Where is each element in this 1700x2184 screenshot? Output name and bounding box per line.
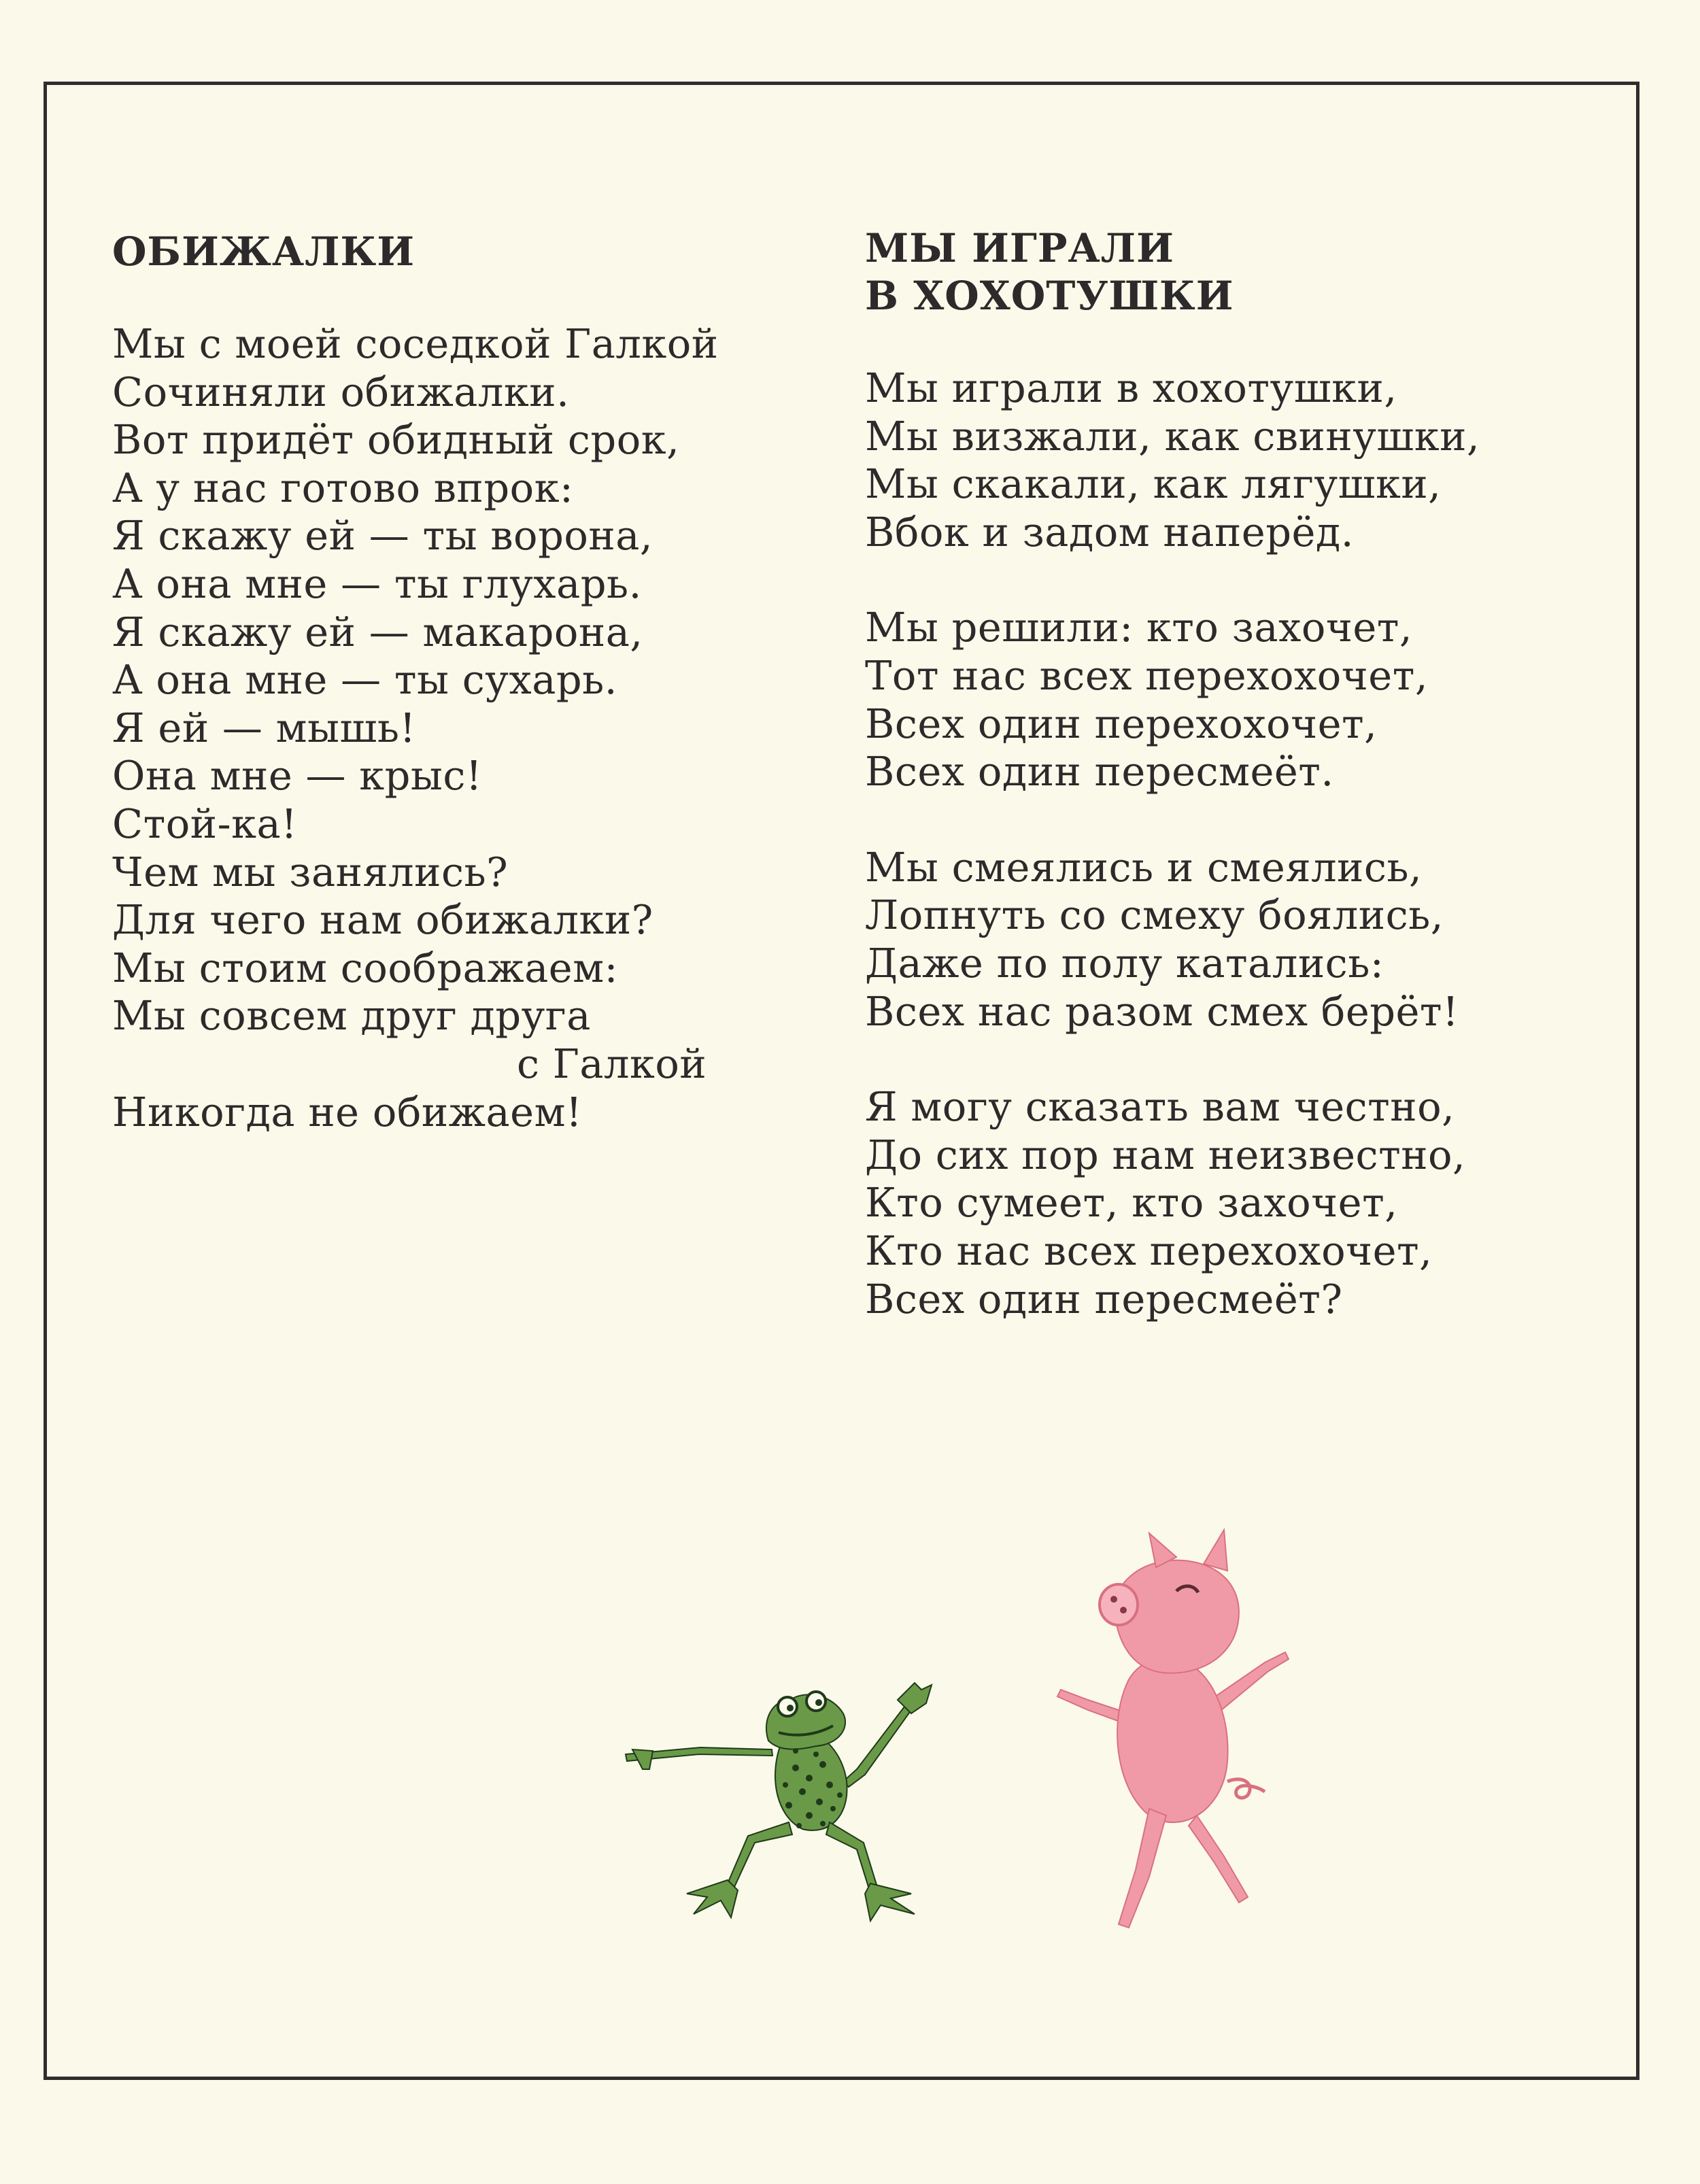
poem-line: Мы совсем друг друга [112, 992, 591, 1040]
stanza [865, 604, 1627, 796]
stanza [865, 1083, 1627, 1323]
poem-body [112, 320, 826, 1136]
poem-line: Тот нас всех перехохочет, [865, 651, 1429, 699]
poem-line: Мы стоим соображаем: [112, 944, 618, 991]
poem-line: Мы играли в хохотушки, [865, 364, 1397, 411]
poem-line: Мы смеялись и смеялись, [865, 843, 1423, 891]
poem-title [865, 224, 1627, 320]
poem-line: Я скажу ей — ты ворона, [112, 512, 653, 560]
poem-line: Мы визжали, как свинушки, [865, 412, 1480, 460]
stanza [865, 364, 1627, 556]
frog-leg-right [826, 1822, 877, 1889]
pig-illustration [1057, 1530, 1289, 1928]
stanza [112, 320, 826, 1136]
poem-line: Никогда не обижаем! [112, 1088, 583, 1136]
pig-nostril [1110, 1596, 1117, 1603]
pig-leg-left [1119, 1809, 1166, 1928]
poem-title-line: В ХОХОТУШКИ [865, 273, 1234, 319]
poem-line: Даже по полу катались: [865, 939, 1384, 987]
poem-line: Вбок и задом наперёд. [865, 508, 1354, 556]
poem-line: Я могу сказать вам честно, [865, 1083, 1455, 1131]
pig-ear-right [1204, 1530, 1227, 1571]
poem-line: Всех нас разом смех берёт! [865, 987, 1459, 1035]
poem-line: Всех один пересмеёт? [865, 1275, 1343, 1323]
poem-line: Стой-ка! [112, 800, 298, 847]
poem-line: Всех один перехохочет, [865, 700, 1378, 747]
poem-line: Я ей — мышь! [112, 704, 416, 751]
frog-illustration [626, 1683, 932, 1921]
frog-arm-right [843, 1707, 911, 1787]
poem-line: Кто сумеет, кто захочет, [865, 1179, 1398, 1227]
pig-snout [1100, 1584, 1138, 1625]
poem-line: Вот придёт обидный срок, [112, 416, 680, 464]
pig-nostril [1120, 1607, 1127, 1614]
poem-title [112, 228, 826, 275]
poem-line: Кто нас всех перехохочет, [865, 1227, 1433, 1274]
poem-title-line: ОБИЖАЛКИ [112, 228, 415, 275]
poem-line: А у нас готово впрок: [112, 464, 574, 511]
poem-line: Мы скакали, как лягушки, [865, 460, 1442, 508]
pig-body [1117, 1658, 1227, 1822]
pig-tail [1227, 1779, 1265, 1798]
poem-line: с Галкой [517, 1040, 707, 1087]
poem-title-line: МЫ ИГРАЛИ [865, 225, 1174, 271]
poem-obizhalki [112, 228, 826, 1184]
poem-line: До сих пор нам неизвестно, [865, 1131, 1466, 1178]
poem-line: А она мне — ты глухарь. [112, 560, 642, 607]
poem-line: Для чего нам обижалки? [112, 896, 653, 944]
poem-line: Сочиняли обижалки. [112, 368, 570, 415]
poem-line: Она мне — крыс! [112, 752, 483, 800]
poem-line: Я скажу ей — макарона, [112, 608, 643, 655]
stanza [865, 844, 1627, 1036]
frog-pupil [815, 1699, 822, 1706]
frog-foot-right [865, 1883, 915, 1921]
poem-body [865, 364, 1627, 1323]
poem-line: Чем мы занялись? [112, 848, 509, 895]
pig-leg-right [1189, 1815, 1248, 1903]
frog-and-pig-illustration [612, 1516, 1401, 1965]
pig-arm-right [1210, 1652, 1289, 1713]
frog-foot-left [687, 1880, 738, 1917]
poem-line: Лопнуть со смеху боялись, [865, 891, 1444, 939]
poem-line: Всех один пересмеёт. [865, 748, 1334, 796]
poem-hohotushki [865, 224, 1627, 1371]
frog-pupil [787, 1705, 794, 1711]
poem-line: А она мне — ты сухарь. [112, 656, 618, 704]
poem-line: Мы решили: кто захочет, [865, 604, 1413, 651]
frog-leg-left [728, 1822, 792, 1887]
poem-line: Мы с моей соседкой Галкой [112, 320, 719, 367]
